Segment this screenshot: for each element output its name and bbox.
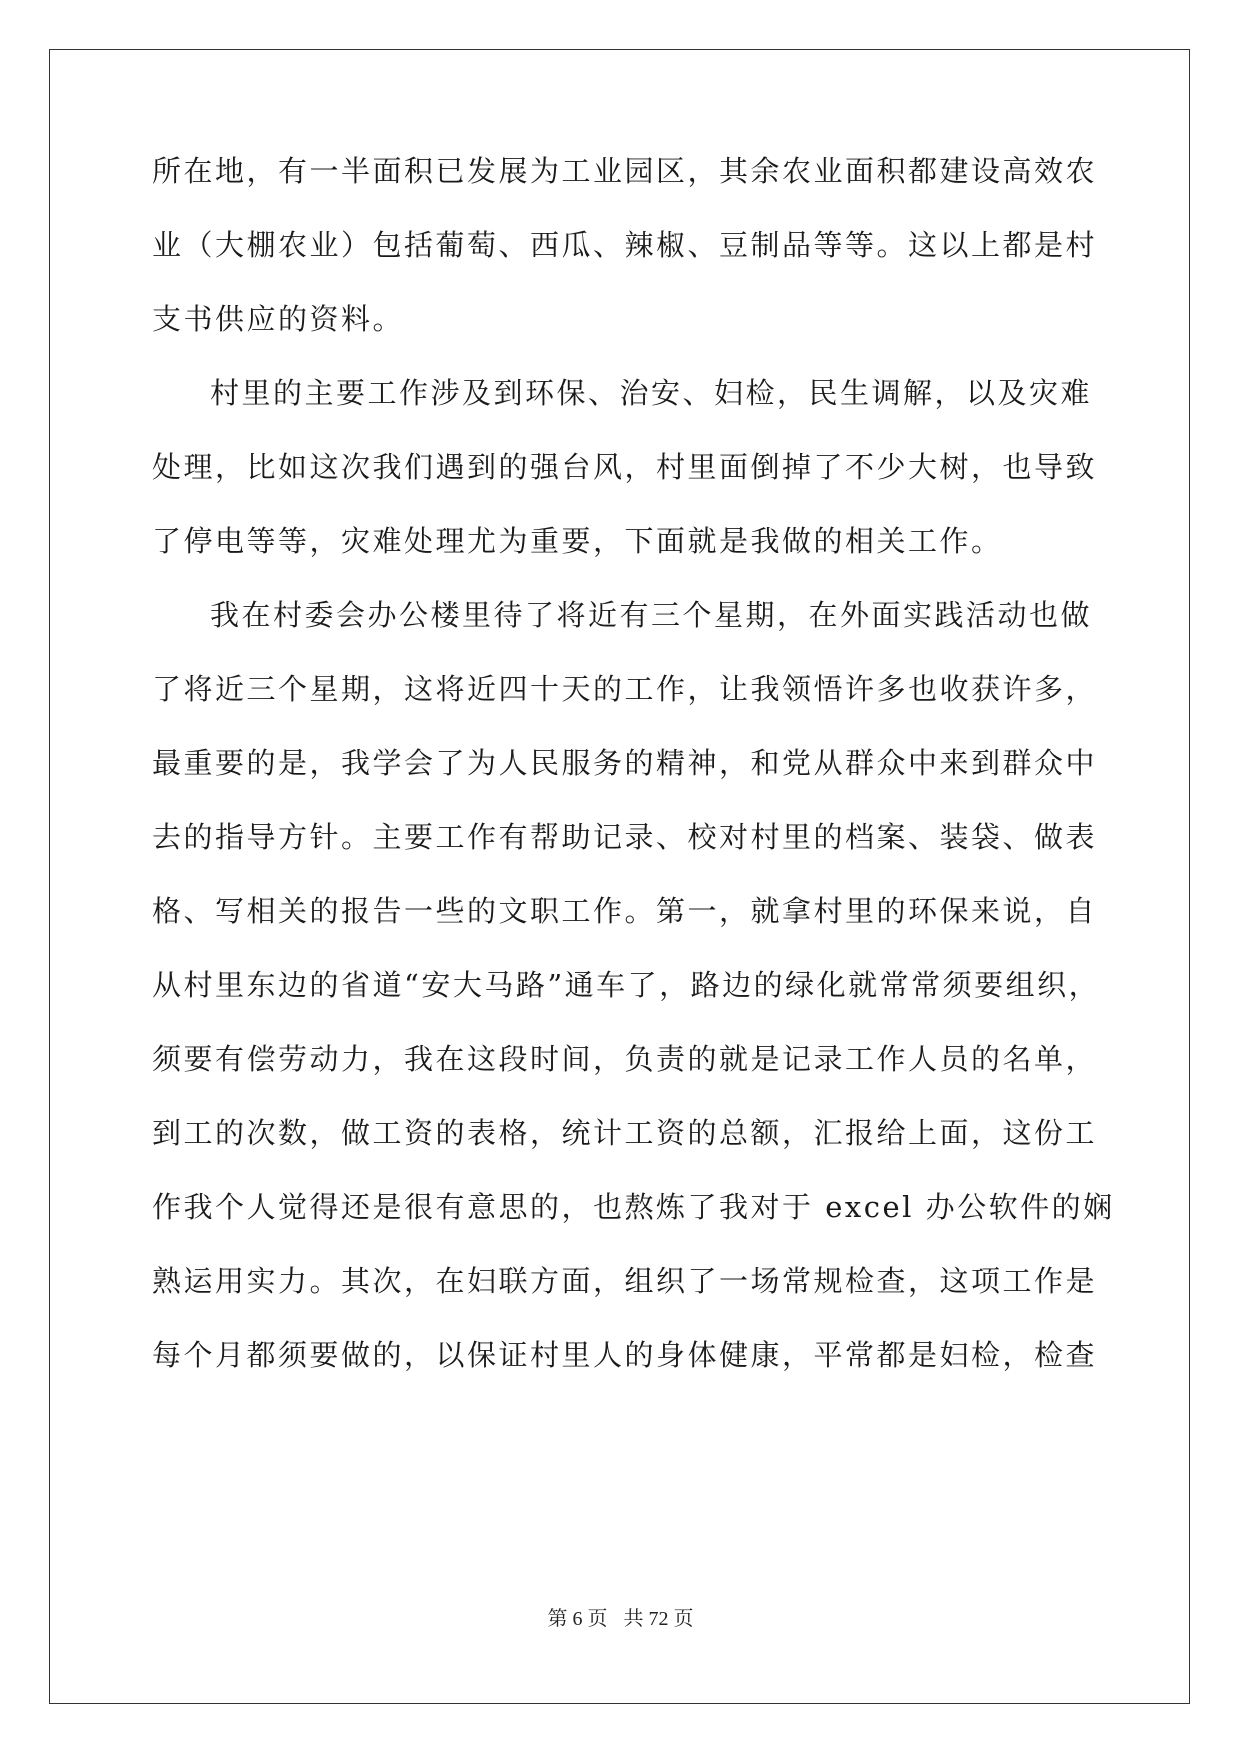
paragraph-start-line: 我在村委会办公楼里待了将近有三个星期，在外面实践活动也做 — [210, 598, 1093, 632]
text-line: 业（大棚农业）包括葡萄、西瓜、辣椒、豆制品等等。这以上都是村 — [152, 228, 1098, 262]
text-line: 每个月都须要做的，以保证村里人的身体健康，平常都是妇检，检查 — [152, 1338, 1098, 1372]
text-line: 须要有偿劳动力，我在这段时间，负责的就是记录工作人员的名单， — [152, 1042, 1098, 1076]
text-line: 作我个人觉得还是很有意思的，也熬炼了我对于 excel 办公软件的娴 — [152, 1190, 1115, 1224]
text-line: 到工的次数，做工资的表格，统计工资的总额，汇报给上面，这份工 — [152, 1116, 1098, 1150]
text-line: 格、写相关的报告一些的文职工作。第一，就拿村里的环保来说，自 — [152, 894, 1098, 928]
page-footer — [0, 1607, 1241, 1631]
text-line: 去的指导方针。主要工作有帮助记录、校对村里的档案、装袋、做表 — [152, 820, 1098, 854]
text-line: 支书供应的资料。 — [152, 302, 405, 336]
text-line: 最重要的是，我学会了为人民服务的精神，和党从群众中来到群众中 — [152, 746, 1098, 780]
paragraph-start-line: 村里的主要工作涉及到环保、治安、妇检，民生调解，以及灾难 — [210, 376, 1093, 410]
text-line: 从村里东边的省道“安大马路”通车了，路边的绿化就常常须要组织， — [152, 968, 1101, 1002]
text-line: 熟运用实力。其次，在妇联方面，组织了一场常规检查，这项工作是 — [152, 1264, 1098, 1298]
text-line: 了停电等等，灾难处理尤为重要，下面就是我做的相关工作。 — [152, 524, 1003, 558]
text-line: 处理，比如这次我们遇到的强台风，村里面倒掉了不少大树，也导致 — [152, 450, 1098, 484]
total-pages: 共 72 页 — [623, 1608, 694, 1630]
text-line: 了将近三个星期，这将近四十天的工作，让我领悟许多也收获许多， — [152, 672, 1098, 706]
page-number: 第 6 页 — [547, 1608, 608, 1630]
text-line: 所在地，有一半面积已发展为工业园区，其余农业面积都建设高效农 — [152, 154, 1098, 188]
page-border — [49, 49, 1190, 1704]
